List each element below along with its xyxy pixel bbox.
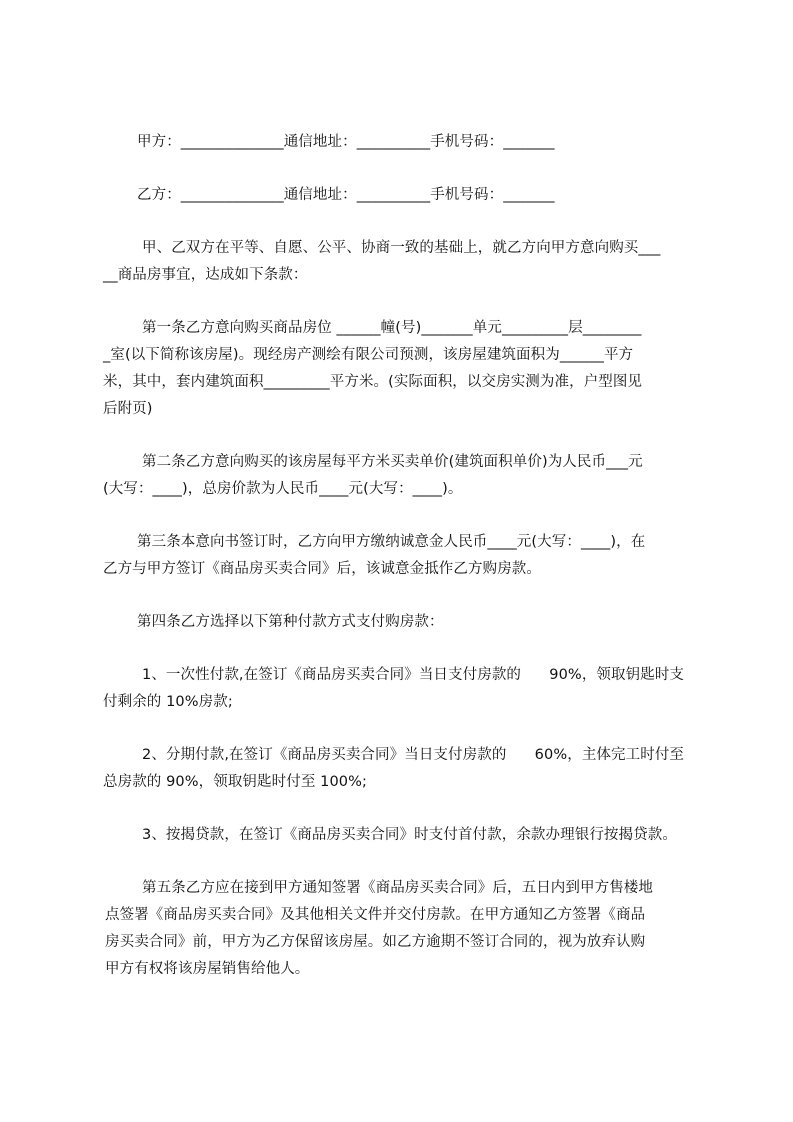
payment-option-1-line-2: 付剩余的 10%房款; <box>103 694 233 710</box>
intro-line-1: 甲、乙双方在平等、自愿、公平、协商一致的基础上，就乙方向甲方意向购买___ <box>142 240 661 256</box>
payment-option-2-line-1: 2、分期付款,在签订《商品房买卖合同》当日支付房款的 60%，主体完工时付至 <box>142 747 685 763</box>
article2-line-2: (大写：____)，总房价款为人民币____元(大写：____)。 <box>103 481 463 497</box>
article4-line-1: 第四条乙方选择以下第种付款方式支付购房款： <box>137 614 444 630</box>
payment-option-3-line-1: 3、按揭贷款，在签订《商品房买卖合同》时支付首付款，余款办理银行按揭贷款。 <box>142 827 677 843</box>
article5-line-3: 房买卖合同》前，甲方为乙方保留该房屋。如乙方逾期不签订合同的，视为放弃认购 <box>105 934 646 950</box>
article1-line-3: 米，其中，套内建筑面积_________平方米。(实际面积，以交房实测为准，户型图见 <box>103 374 643 390</box>
article5-line-4: 甲方有权将该房屋销售给他人。 <box>105 961 310 977</box>
intro-line-2: __商品房事宜，达成如下条款： <box>103 267 308 283</box>
payment-option-1-line-1: 1、一次性付款,在签订《商品房买卖合同》当日支付房款的 90%，领取钥匙时支 <box>142 667 685 683</box>
article1-line-1: 第一条乙方意向购买商品房位 ______幢(号)_______单元_________层________ <box>142 320 642 336</box>
party-a-line: 甲方：______________通信地址：__________手机号码：_______ <box>137 134 555 150</box>
article1-line-2: _室(以下简称该房屋)。现经房产测绘有限公司预测，该房屋建筑面积为______平方 <box>103 347 634 363</box>
article5-line-2: 点签署《商品房买卖合同》及其他相关文件并交付房款。在甲方通知乙方签署《商品 <box>105 907 646 923</box>
party-b-line: 乙方：______________通信地址：__________手机号码：_______ <box>137 187 555 203</box>
article1-line-4: 后附页) <box>103 401 153 417</box>
article2-line-1: 第二条乙方意向购买的该房屋每平方米买卖单价(建筑面积单价)为人民币___元 <box>142 454 643 470</box>
article3-line-1: 第三条本意向书签订时，乙方向甲方缴纳诚意金人民币____元(大写：____)，在 <box>137 534 646 550</box>
payment-option-2-line-2: 总房款的 90%，领取钥匙时付至 100%; <box>103 774 367 790</box>
article5-line-1: 第五条乙方应在接到甲方通知签署《商品房买卖合同》后，五日内到甲方售楼地 <box>142 880 653 896</box>
article3-line-2: 乙方与甲方签订《商品房买卖合同》后，该诚意金抵作乙方购房款。 <box>103 561 541 577</box>
